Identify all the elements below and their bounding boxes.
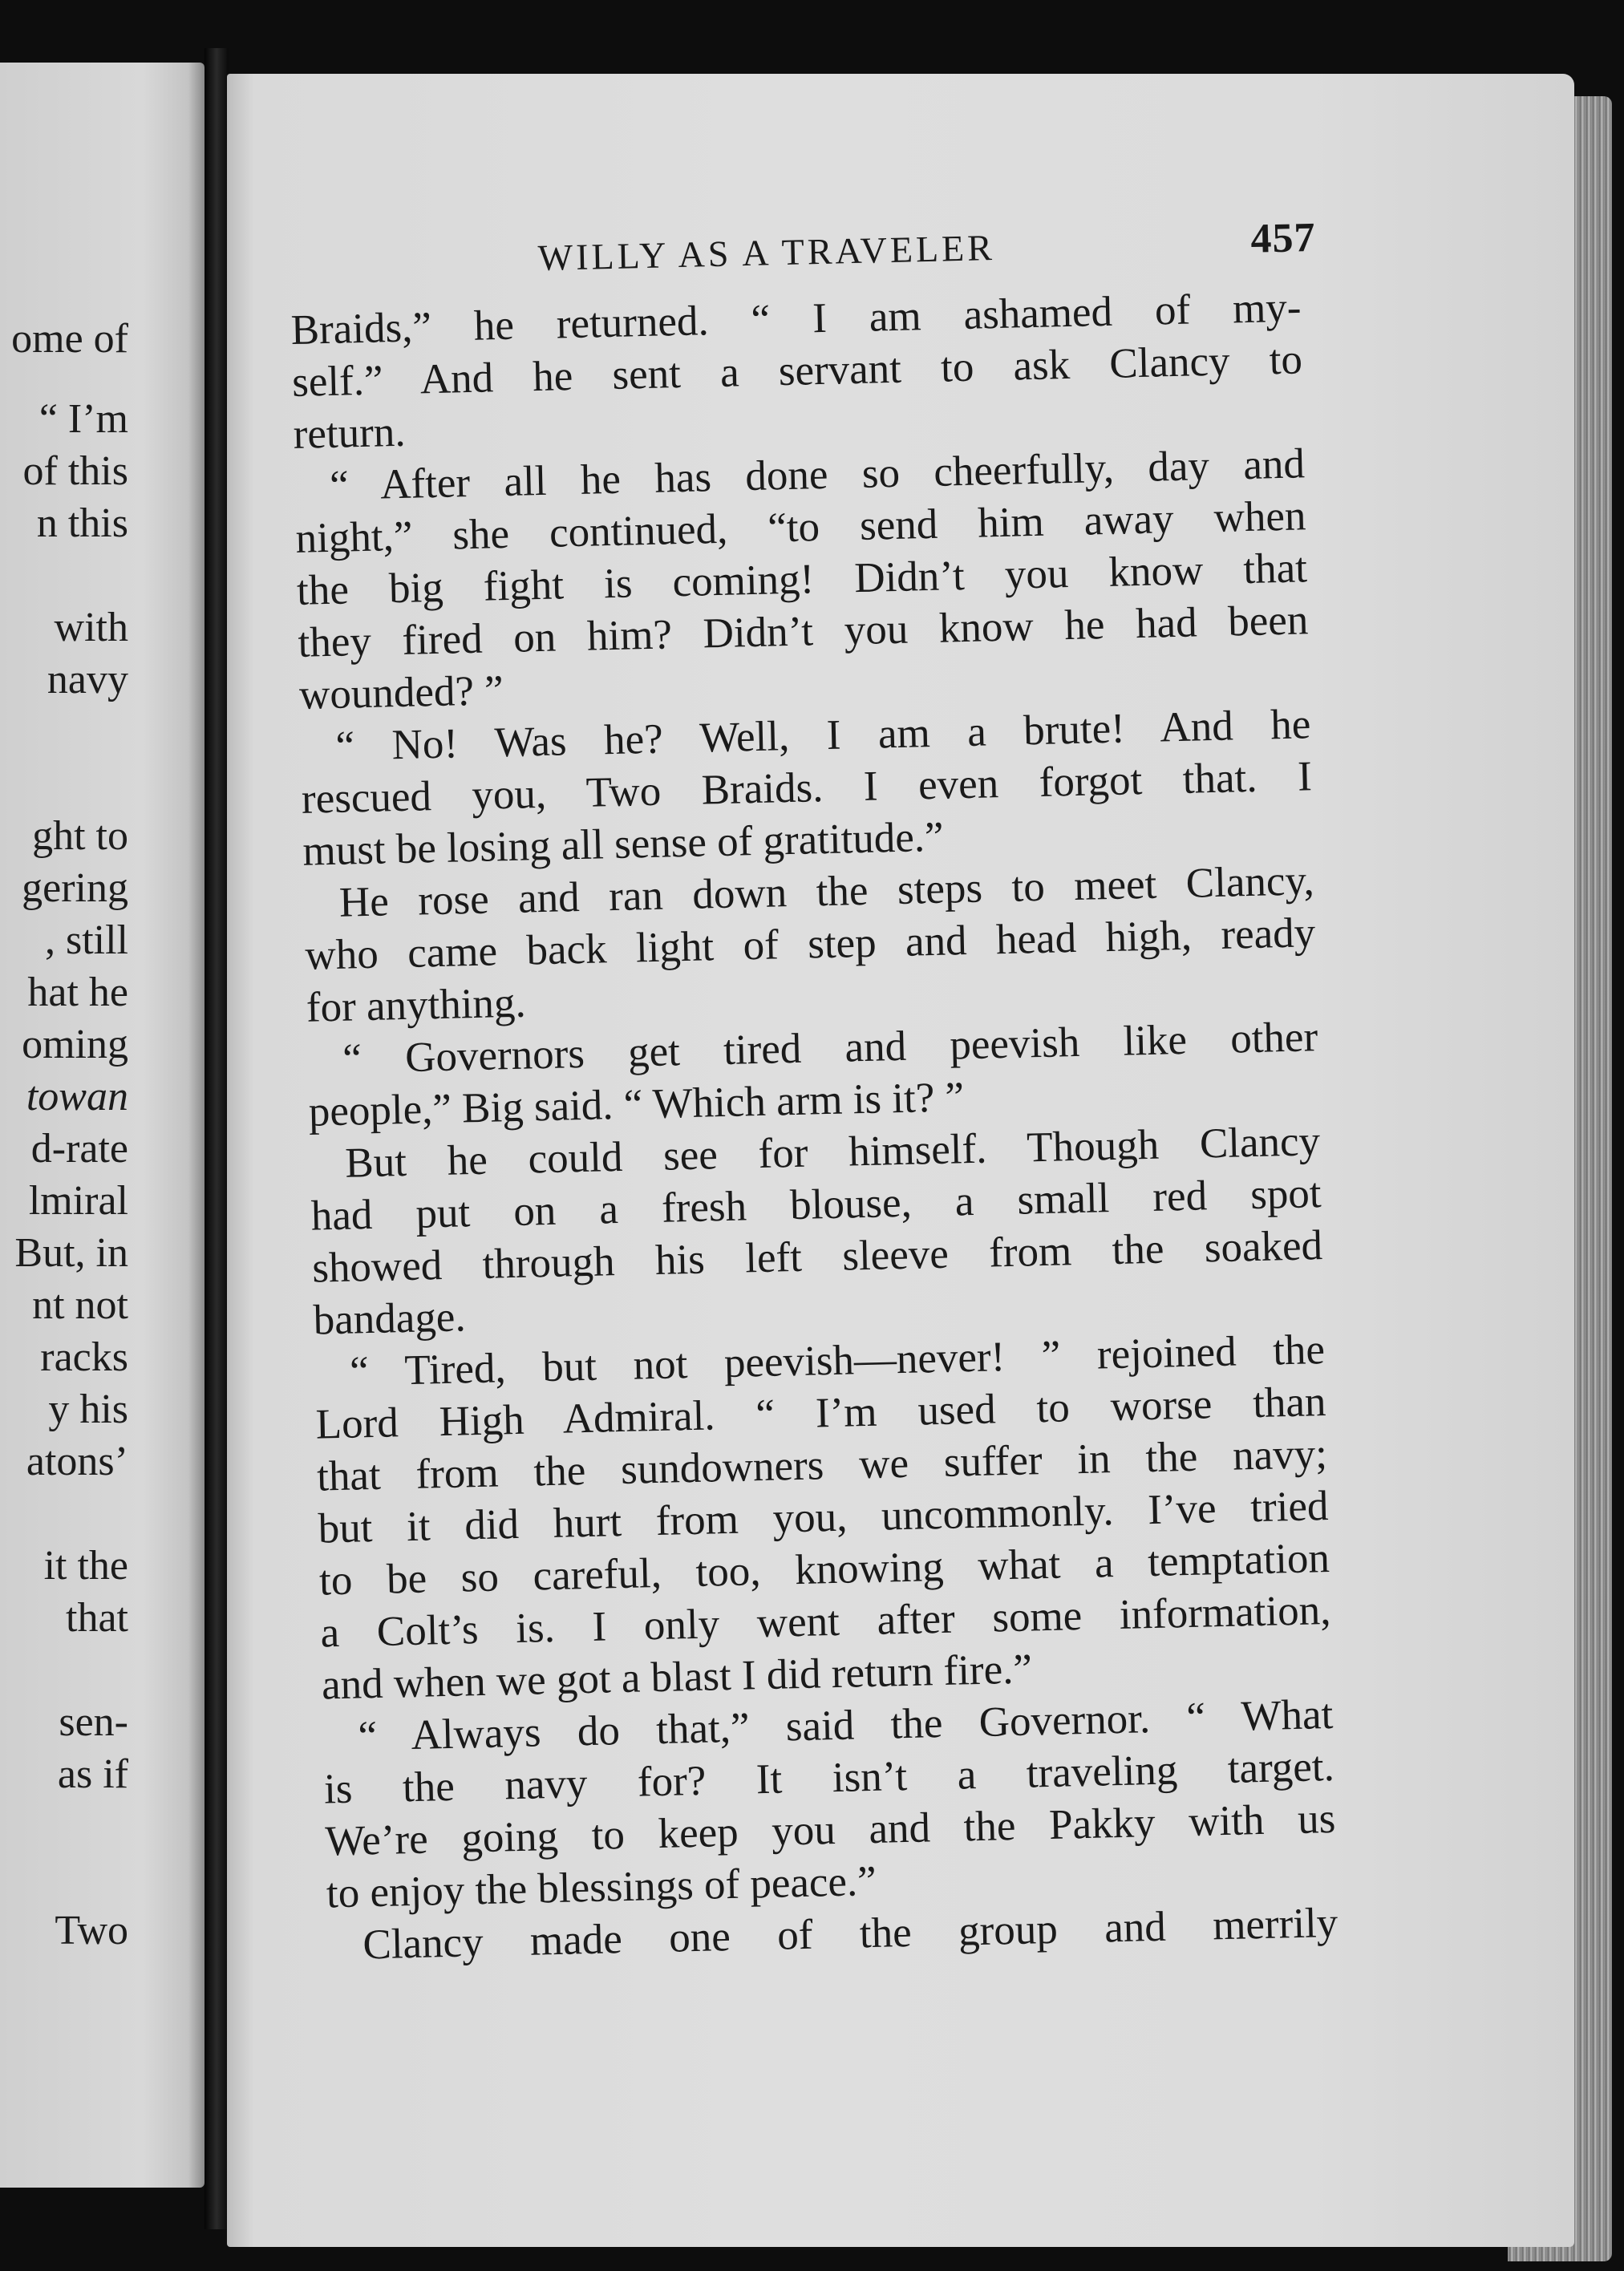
text-line: wounded? ”	[298, 667, 504, 719]
text-line: people,” Big said. “ Which arm is it? ”	[308, 1074, 965, 1136]
text-line: is the navy for? It isn’t a traveling target.	[323, 1743, 1335, 1813]
text-line: a Colt’s is. I only went after some information,	[319, 1586, 1331, 1657]
text-line: and when we got a blast I did return fire.”	[321, 1646, 1033, 1709]
left-page-fragment: towan	[26, 1074, 128, 1119]
text-line: “ After all he has done so cheerfully, day and	[329, 440, 1306, 509]
left-page-fragment: sen-	[59, 1699, 128, 1745]
left-page-fragment: atons’	[26, 1439, 128, 1484]
text-line: “ Tired, but not peevish—never! ” rejoined the	[349, 1326, 1326, 1395]
text-line: to enjoy the blessings of peace.”	[326, 1857, 877, 1917]
left-page-fragment: But, in	[14, 1230, 128, 1276]
page-text-block	[289, 209, 1338, 1972]
left-page-fragment: ght to	[32, 813, 128, 859]
left-page-fragment: nt not	[32, 1282, 128, 1328]
left-page-fragment: , still	[44, 917, 128, 963]
text-line: that from the sundowners we suffer in the navy;	[316, 1431, 1328, 1500]
text-line: to be so careful, too, knowing what a temptation	[318, 1534, 1330, 1605]
text-line: self.” And he sent a servant to ask Clancy to	[291, 336, 1303, 406]
text-line: “ Always do that,” said the Governor. “ What	[357, 1690, 1334, 1760]
text-line: return.	[293, 408, 407, 458]
left-page-fragment: d-rate	[30, 1126, 128, 1172]
left-facing-page	[0, 63, 205, 2188]
left-page-fragment: hat he	[27, 970, 128, 1015]
text-line: Lord High Admiral. “ I’m used to worse than	[315, 1378, 1327, 1448]
left-page-fragment: Two	[55, 1908, 128, 1953]
text-line: He rose and ran down the steps to meet Clancy,	[338, 857, 1315, 926]
text-line: “ No! Was he? Well, I am a brute! And he	[334, 701, 1311, 770]
text-line: We’re going to keep you and the Pakky with us	[324, 1795, 1336, 1865]
text-line: But he could see for himself. Though Clancy	[344, 1118, 1321, 1187]
left-page-fragment: oming	[22, 1022, 128, 1067]
left-page-fragment: with	[54, 605, 128, 650]
text-line: had put on a fresh blouse, a small red spot	[310, 1170, 1322, 1240]
left-page-fragment: that	[66, 1595, 128, 1641]
running-title: WILLY AS A TRAVELER	[537, 227, 996, 278]
text-line: rescued you, Two Braids. I even forgot that. I	[301, 753, 1313, 823]
left-page-fragment: gering	[22, 865, 128, 911]
text-line: the big fight is coming! Didn’t you know that	[296, 544, 1308, 614]
left-page-fragment: n this	[36, 500, 128, 546]
text-line: “ Governors get tired and peevish like other	[342, 1014, 1318, 1083]
text-line: Clancy made one of the group and merrily	[362, 1899, 1338, 1969]
left-page-fragment: y his	[48, 1386, 128, 1432]
text-line: they fired on him? Didn’t you know he had been	[297, 597, 1309, 666]
page-number: 457	[1249, 214, 1317, 262]
left-page-fragment: racks	[40, 1334, 128, 1380]
text-line: bandage.	[313, 1293, 467, 1344]
text-line: showed through his left sleeve from the soaked	[311, 1222, 1323, 1292]
text-line: must be losing all sense of gratitude.”	[302, 813, 945, 875]
left-page-fragment: as if	[57, 1751, 128, 1797]
text-line: for anything.	[306, 979, 527, 1031]
left-page-fragment: it the	[43, 1543, 128, 1589]
left-page-fragment: ome of	[11, 316, 128, 362]
text-line: who came back light of step and head high, ready	[304, 909, 1316, 979]
book-gutter	[205, 48, 229, 2229]
left-page-fragment: “ I’m	[38, 396, 128, 442]
text-line: but it did hurt from you, uncommonly. I’ve tried	[318, 1483, 1330, 1552]
text-line: Braids,” he returned. “ I am ashamed of my-	[290, 284, 1302, 354]
left-page-fragment: lmiral	[28, 1178, 128, 1224]
left-page-fragment: of this	[22, 448, 128, 494]
text-line: night,” she continued, “to send him away when	[295, 492, 1307, 562]
left-page-fragment: navy	[47, 657, 128, 702]
